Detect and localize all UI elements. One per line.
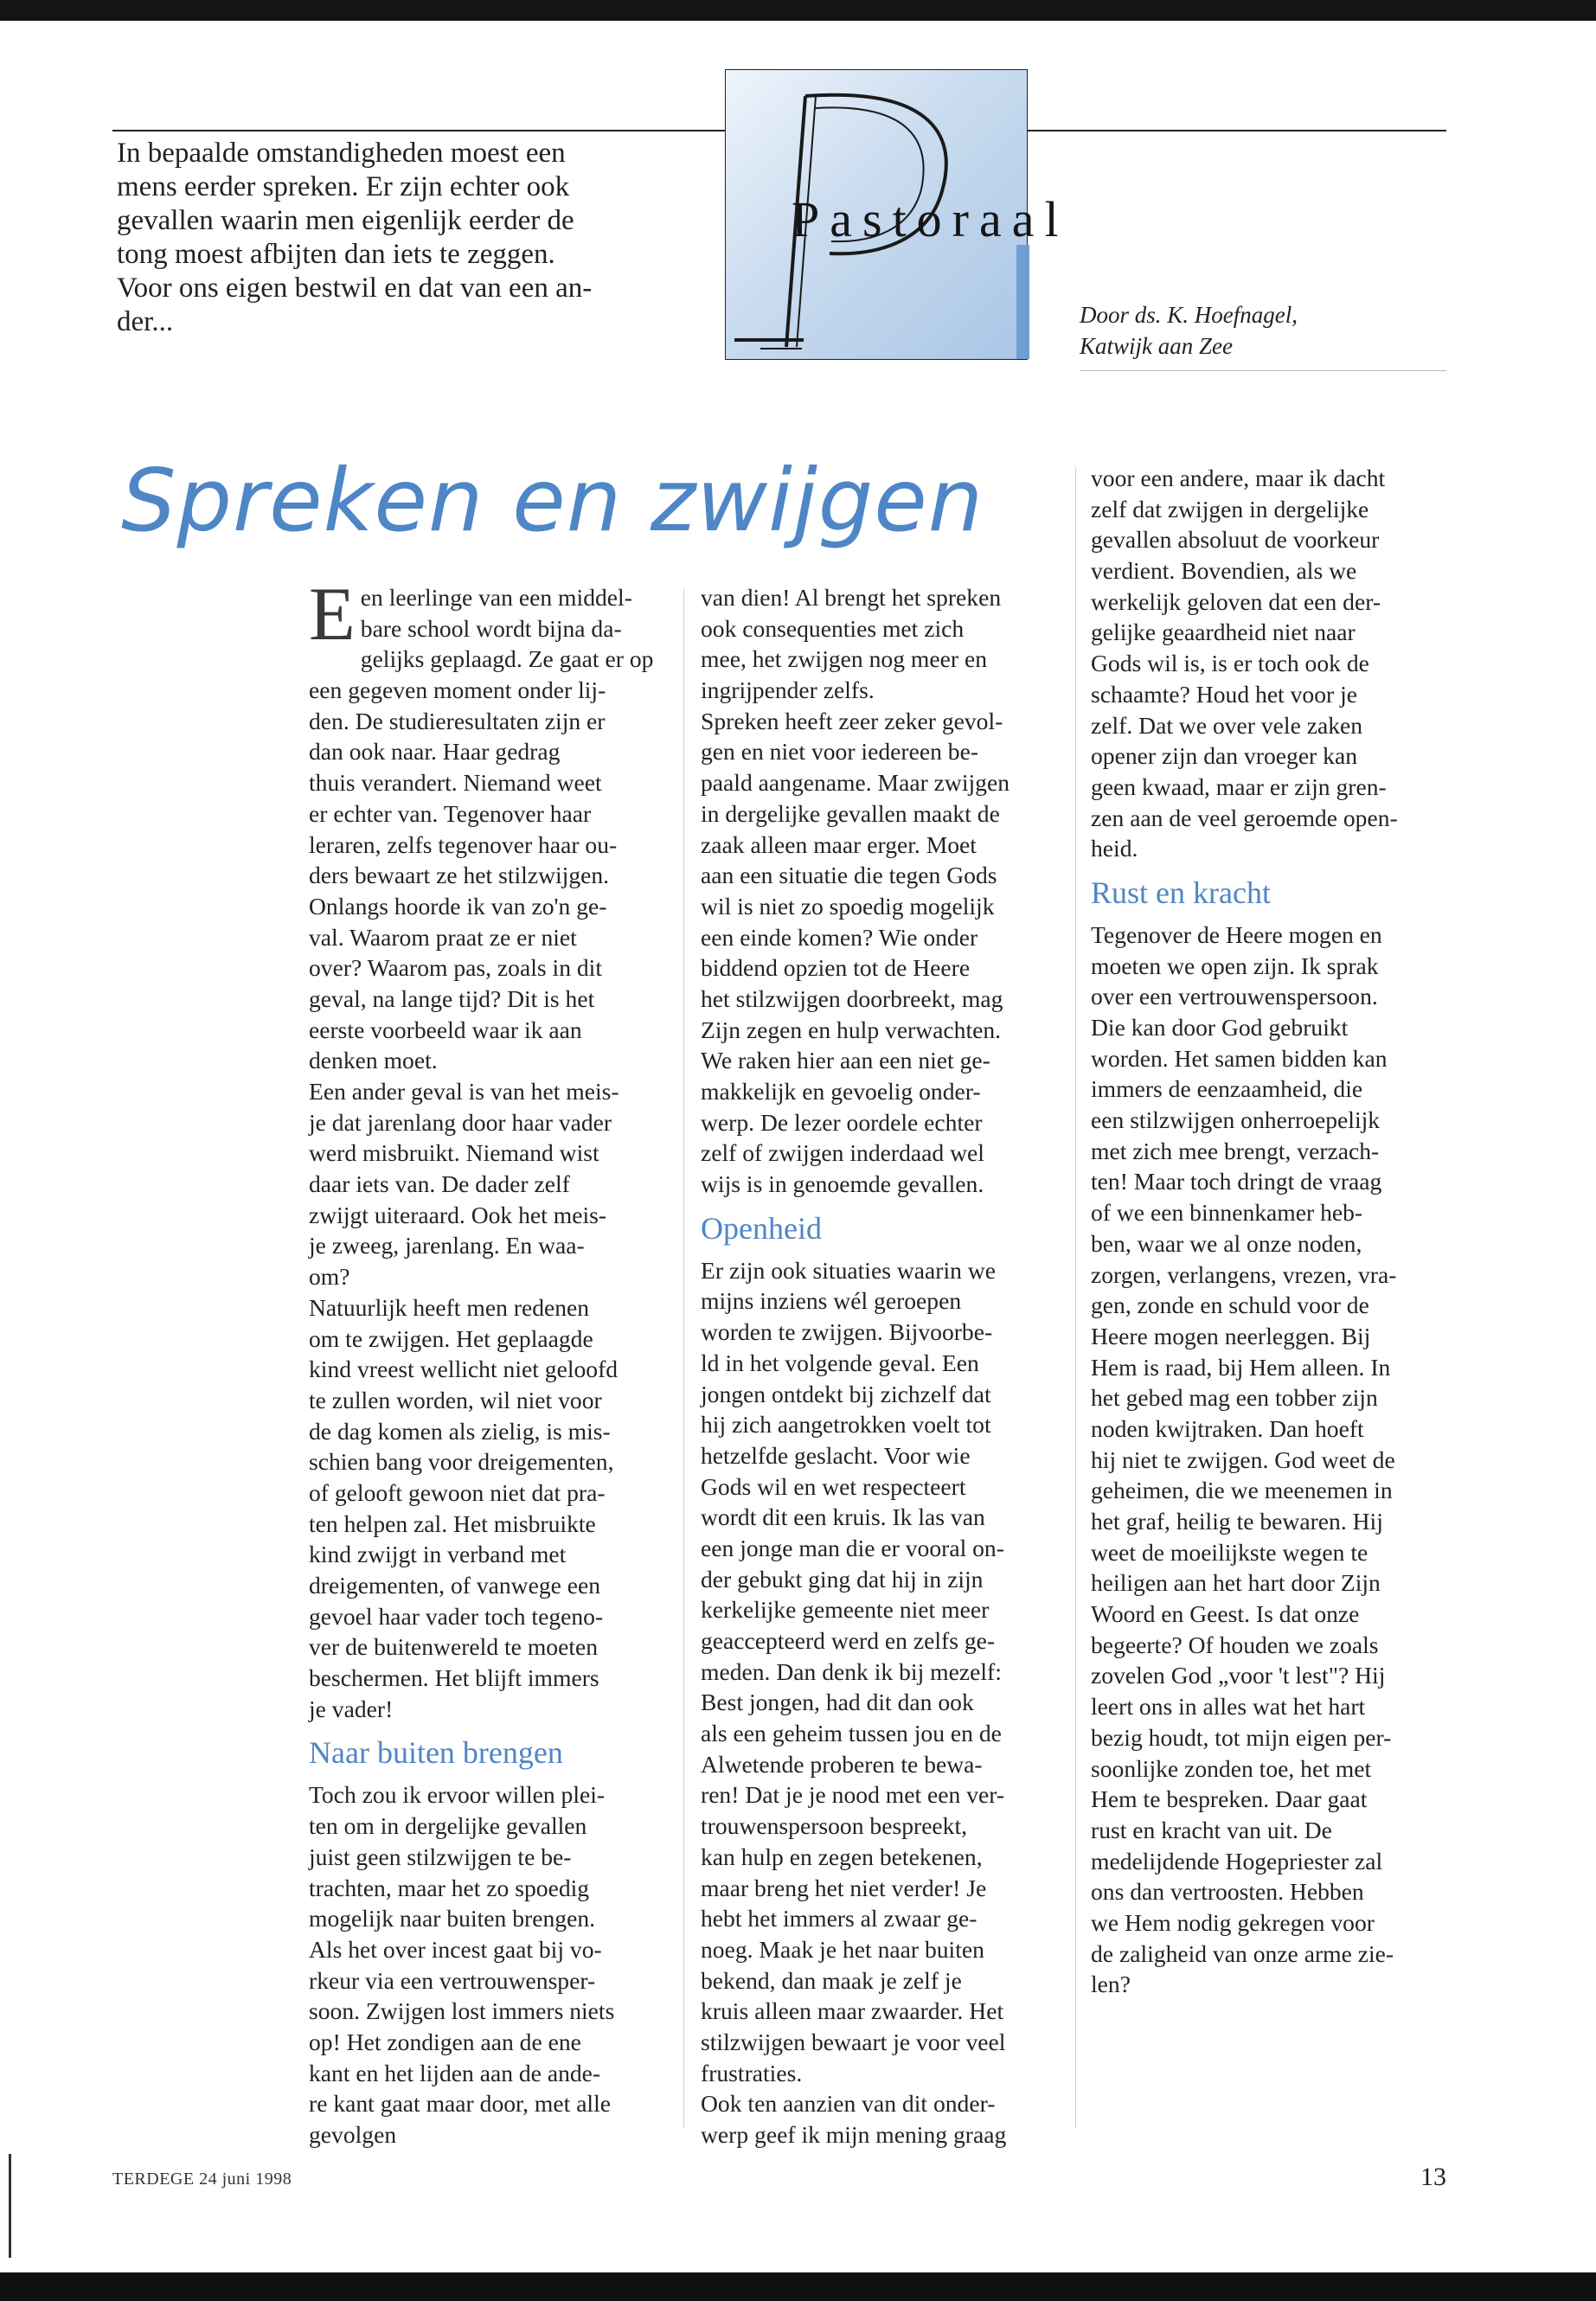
text-line: met zich mee brengt, verzach-: [1091, 1137, 1380, 1164]
text-line: Toch zou ik ervoor willen plei-: [309, 1781, 606, 1809]
intro-line: gevallen waarin men eigenlijk eerder de: [117, 205, 574, 236]
text-line: worden. Het samen bidden kan: [1091, 1044, 1388, 1072]
text-line: gevoel haar vader toch tegeno-: [309, 1602, 604, 1630]
text-line: Als het over incest gaat bij vo-: [309, 1935, 602, 1963]
text-line: zelf. Dat we over vele zaken: [1091, 711, 1363, 739]
intro-line: mens eerder spreken. Er zijn echter ook: [117, 171, 570, 202]
text-line: hebt het immers al zwaar ge-: [701, 1905, 977, 1932]
text-line: gen en niet voor iedereen be-: [701, 738, 979, 766]
text-line: hij niet te zwijgen. God weet de: [1091, 1445, 1395, 1473]
text-line: Gods wil is, is er toch ook de: [1091, 650, 1369, 677]
text-line: ren! Dat je je nood met een ver-: [701, 1781, 1005, 1809]
text-line: ingrijpender zelfs.: [701, 676, 875, 704]
text-line: wil is niet zo spoedig mogelijk: [701, 892, 995, 920]
text-line: ten om in dergelijke gevallen: [309, 1812, 587, 1840]
text-line: noden kwijtraken. Dan hoeft: [1091, 1414, 1364, 1442]
text-line: verdient. Bovendien, als we: [1091, 557, 1357, 585]
text-line: het graf, heilig te bewaren. Hij: [1091, 1508, 1383, 1535]
text-line: soonlijke zonden toe, het met: [1091, 1754, 1372, 1782]
text-line: Woord en Geest. Is dat onze: [1091, 1600, 1360, 1628]
text-line: ons dan vertroosten. Hebben: [1091, 1878, 1364, 1906]
text-line: ook consequenties met zich: [701, 614, 965, 642]
text-line: gevolgen: [309, 2121, 397, 2148]
text-line: kind vreest wellicht niet geloofd: [309, 1356, 619, 1383]
article-title: Spreken en zwijgen: [121, 450, 984, 551]
text-line: ders bewaart ze het stilzwijgen.: [309, 862, 610, 889]
text-line: moeten we open zijn. Ik sprak: [1091, 952, 1379, 979]
text-line: begeerte? Of houden we zoals: [1091, 1631, 1379, 1658]
text-line: geval, na lange tijd? Dit is het: [309, 984, 595, 1012]
text-line: maar breng het niet verder! Je: [701, 1874, 987, 1901]
text-line: denken moet.: [309, 1047, 438, 1074]
text-line: zwijgt uiteraard. Ook het meis-: [309, 1201, 607, 1228]
text-line: kant en het lijden aan de ande-: [309, 2059, 601, 2086]
intro-text: [117, 137, 670, 339]
text-line: weet de moeilijkste wegen te: [1091, 1538, 1368, 1566]
text-line: de zaligheid van onze arme zie-: [1091, 1939, 1394, 1967]
article-column-3: [1091, 463, 1454, 2000]
text-line: Natuurlijk heeft men redenen: [309, 1293, 590, 1321]
text-line: leert ons in alles wat het hart: [1091, 1693, 1366, 1721]
text-line: om te zwijgen. Het geplaagde: [309, 1324, 593, 1352]
byline-author: Door ds. K. Hoefnagel,: [1080, 302, 1298, 328]
left-scan-mark: [9, 2154, 11, 2258]
text-line: wijs is in genoemde gevallen.: [701, 1170, 984, 1198]
text-line: of we een binnenkamer heb-: [1091, 1199, 1363, 1227]
bottom-scan-border: [0, 2272, 1596, 2301]
subheading: Naar buiten brengen: [309, 1735, 563, 1771]
text-line: Hem is raad, bij Hem alleen. In: [1091, 1353, 1391, 1381]
text-line: aan een situatie die tegen Gods: [701, 862, 997, 889]
column-divider: [683, 588, 684, 2128]
text-line: medelijdende Hogepriester zal: [1091, 1847, 1383, 1875]
text-line: bezig houdt, tot mijn eigen per-: [1091, 1723, 1392, 1751]
text-line: noeg. Maak je het naar buiten: [701, 1935, 984, 1963]
text-line: ten! Maar toch dringt de vraag: [1091, 1168, 1382, 1195]
article-column-1: [309, 573, 672, 2150]
text-line: schaamte? Houd het voor je: [1091, 680, 1358, 708]
text-line: immers de eenzaamheid, die: [1091, 1075, 1363, 1103]
section-title: Pastoraal: [792, 191, 1069, 247]
text-line: te zullen worden, wil niet voor: [309, 1386, 602, 1413]
text-line: Onlangs hoorde ik van zo'n ge-: [309, 892, 607, 920]
text-line: zen aan de veel geroemde open-: [1091, 804, 1398, 831]
text-line: biddend opzien tot de Heere: [701, 954, 971, 982]
article-column-2: [701, 582, 1064, 2150]
text-line: op! Het zondigen aan de ene: [309, 2028, 581, 2055]
intro-line: der...: [117, 306, 174, 337]
intro-line: In bepaalde omstandigheden moest een: [117, 138, 566, 169]
text-line: Gods wil en wet respecteert: [701, 1472, 966, 1500]
text-line: gelijke geaardheid niet naar: [1091, 619, 1356, 646]
text-line: van dien! Al brengt het spreken: [701, 584, 1002, 611]
text-line: soon. Zwijgen lost immers niets: [309, 1997, 615, 2025]
drop-cap: E: [309, 573, 356, 657]
text-line: Heere mogen neerleggen. Bij: [1091, 1322, 1371, 1349]
text-line: een jonge man die er vooral on-: [701, 1534, 1004, 1561]
text-line: je dat jarenlang door haar vader: [309, 1108, 612, 1136]
text-line: stilzwijgen bewaart je voor veel: [701, 2028, 1006, 2055]
text-line: heiligen aan het hart door Zijn: [1091, 1569, 1381, 1597]
intro-line: Voor ons eigen bestwil en dat van een an-: [117, 272, 593, 304]
text-line: We raken hier aan een niet ge-: [701, 1047, 990, 1074]
text-line: voor een andere, maar ik dacht: [1091, 465, 1386, 491]
text-line: jongen ontdekt bij zichzelf dat: [701, 1380, 991, 1407]
text-line: zelf of zwijgen inderdaad wel: [701, 1139, 984, 1167]
text-line: over? Waarom pas, zoals in dit: [309, 954, 603, 982]
text-line: beschermen. Het blijft immers: [309, 1664, 599, 1692]
text-line: geaccepteerd werd en zelfs ge-: [701, 1627, 996, 1654]
text-line: eerste voorbeeld waar ik aan: [309, 1016, 582, 1043]
text-line: Ook ten aanzien van dit onder-: [701, 2090, 996, 2118]
text-line: zorgen, verlangens, vrezen, vra-: [1091, 1260, 1397, 1288]
text-line: trouwenspersoon bespreekt,: [701, 1812, 968, 1840]
text-line: Hem te bespreken. Daar gaat: [1091, 1785, 1368, 1813]
text-line: werp geef ik mijn mening graag: [701, 2121, 1007, 2148]
text-line: kind zwijgt in verband met: [309, 1541, 567, 1568]
text-line: ver de buitenwereld te moeten: [309, 1633, 599, 1661]
text-line: meden. Dan denk ik bij mezelf:: [701, 1657, 1002, 1685]
byline-rule: [1080, 370, 1446, 371]
text-line: Die kan door God gebruikt: [1091, 1014, 1349, 1041]
text-line: paald aangename. Maar zwijgen: [701, 769, 1010, 797]
text-line: een einde komen? Wie onder: [701, 923, 978, 951]
text-line: opener zijn dan vroeger kan: [1091, 742, 1357, 770]
column-divider: [1075, 467, 1076, 2128]
text-line: of gelooft gewoon niet dat pra-: [309, 1478, 606, 1506]
text-line: er echter van. Tegenover haar: [309, 799, 592, 827]
text-line: worden te zwijgen. Bijvoorbe-: [701, 1318, 993, 1346]
text-line: je vader!: [309, 1695, 394, 1722]
text-line: ten helpen zal. Het misbruikte: [309, 1509, 596, 1537]
text-line: re kant gaat maar door, met alle: [309, 2090, 612, 2118]
text-line: een gegeven moment onder lij-: [309, 676, 606, 704]
text-line: werd misbruikt. Niemand wist: [309, 1139, 599, 1167]
text-line: kerkelijke gemeente niet meer: [701, 1596, 990, 1624]
text-line: mogelijk naar buiten brengen.: [309, 1905, 596, 1932]
text-line: val. Waarom praat ze er niet: [309, 923, 577, 951]
top-scan-border: [0, 0, 1596, 21]
text-line: rust en kracht van uit. De: [1091, 1816, 1332, 1843]
text-line: je zweeg, jarenlang. En waa-: [309, 1232, 585, 1259]
text-line: leraren, zelfs tegenover haar ou-: [309, 830, 618, 858]
text-line: zovelen God „voor 't lest"? Hij: [1091, 1662, 1386, 1689]
text-line: ben, waar we al onze noden,: [1091, 1229, 1362, 1257]
text-line: daar iets van. De dader zelf: [309, 1170, 570, 1198]
text-line: het gebed mag een tobber zijn: [1091, 1384, 1378, 1412]
byline: [1080, 299, 1443, 362]
text-line: in dergelijke gevallen maakt de: [701, 799, 1000, 827]
text-line: geen kwaad, maar er zijn gren-: [1091, 772, 1387, 800]
text-line: makkelijk en gevoelig onder-: [701, 1078, 981, 1105]
text-line: gen, zonde en schuld voor de: [1091, 1292, 1369, 1319]
text-line: frustraties.: [701, 2059, 803, 2086]
text-line: Zijn zegen en hulp verwachten.: [701, 1016, 1002, 1043]
text-line: kan hulp en zegen betekenen,: [701, 1843, 983, 1870]
text-line: hij zich aangetrokken voelt tot: [701, 1411, 991, 1439]
text-line: Tegenover de Heere mogen en: [1091, 920, 1382, 948]
intro-line: tong moest afbijten dan iets te zeggen.: [117, 239, 555, 270]
text-line: juist geen stilzwijgen te be-: [309, 1843, 572, 1870]
text-line: heid.: [1091, 835, 1138, 862]
text-line: hetzelfde geslacht. Voor wie: [701, 1441, 971, 1469]
text-line: wordt dit een kruis. Ik las van: [701, 1503, 985, 1531]
subheading: Rust en kracht: [1091, 875, 1271, 910]
text-line: mijns inziens wél geroepen: [701, 1287, 962, 1315]
text-line: dan ook naar. Haar gedrag: [309, 738, 561, 766]
text-line: om?: [309, 1263, 350, 1291]
header-rule-right: [1026, 130, 1446, 131]
text-line: Er zijn ook situaties waarin we: [701, 1256, 996, 1284]
text-line: het stilzwijgen doorbreekt, mag: [701, 984, 1003, 1012]
text-line: en leerlinge van een middel-: [360, 584, 632, 611]
text-line: len?: [1091, 1971, 1131, 1998]
page-number: 13: [1420, 2163, 1446, 2191]
text-line: dreigementen, of vanwege een: [309, 1572, 601, 1599]
text-line: trachten, maar het zo spoedig: [309, 1874, 590, 1901]
text-line: Best jongen, had dit dan ook: [701, 1689, 974, 1716]
header-rule-left: [112, 130, 725, 131]
text-line: geheimen, die we meenemen in: [1091, 1477, 1393, 1504]
text-line: de dag komen als zielig, is mis-: [309, 1417, 611, 1445]
text-line: kruis alleen maar zwaarder. Het: [701, 1997, 1004, 2025]
text-line: den. De studieresultaten zijn er: [309, 707, 606, 734]
text-line: thuis verandert. Niemand weet: [309, 769, 602, 797]
byline-location: Katwijk aan Zee: [1080, 333, 1233, 359]
footer-issue: TERDEGE 24 juni 1998: [112, 2170, 292, 2189]
text-line: werp. De lezer oordele echter: [701, 1108, 983, 1136]
text-line: werkelijk geloven dat een der-: [1091, 587, 1381, 615]
text-line: zelf dat zwijgen in dergelijke: [1091, 495, 1369, 522]
text-line: als een geheim tussen jou en de: [701, 1720, 1002, 1747]
text-line: rkeur via een vertrouwensper-: [309, 1966, 596, 1994]
text-line: een stilzwijgen onherroepelijk: [1091, 1106, 1381, 1134]
text-line: Spreken heeft zeer zeker gevol-: [701, 707, 1003, 734]
text-line: gevallen absoluut de voorkeur: [1091, 526, 1380, 554]
text-line: we Hem nodig gekregen voor: [1091, 1908, 1375, 1936]
logo-blue-tab: [1016, 245, 1029, 359]
text-line: gelijks geplaagd. Ze gaat er op: [360, 645, 654, 673]
text-line: mee, het zwijgen nog meer en: [701, 645, 987, 673]
text-line: schien bang voor dreigementen,: [309, 1448, 614, 1476]
text-line: ld in het volgende geval. Een: [701, 1349, 979, 1376]
text-line: der gebukt ging dat hij in zijn: [701, 1565, 984, 1593]
text-line: zaak alleen maar erger. Moet: [701, 830, 977, 858]
text-line: Alwetende proberen te bewa-: [701, 1750, 983, 1778]
text-line: bare school wordt bijna da-: [360, 614, 622, 642]
text-line: bekend, dan maak je zelf je: [701, 1966, 962, 1994]
text-line: Een ander geval is van het meis-: [309, 1078, 619, 1105]
subheading: Openheid: [701, 1210, 822, 1246]
text-line: over een vertrouwenspersoon.: [1091, 983, 1378, 1010]
